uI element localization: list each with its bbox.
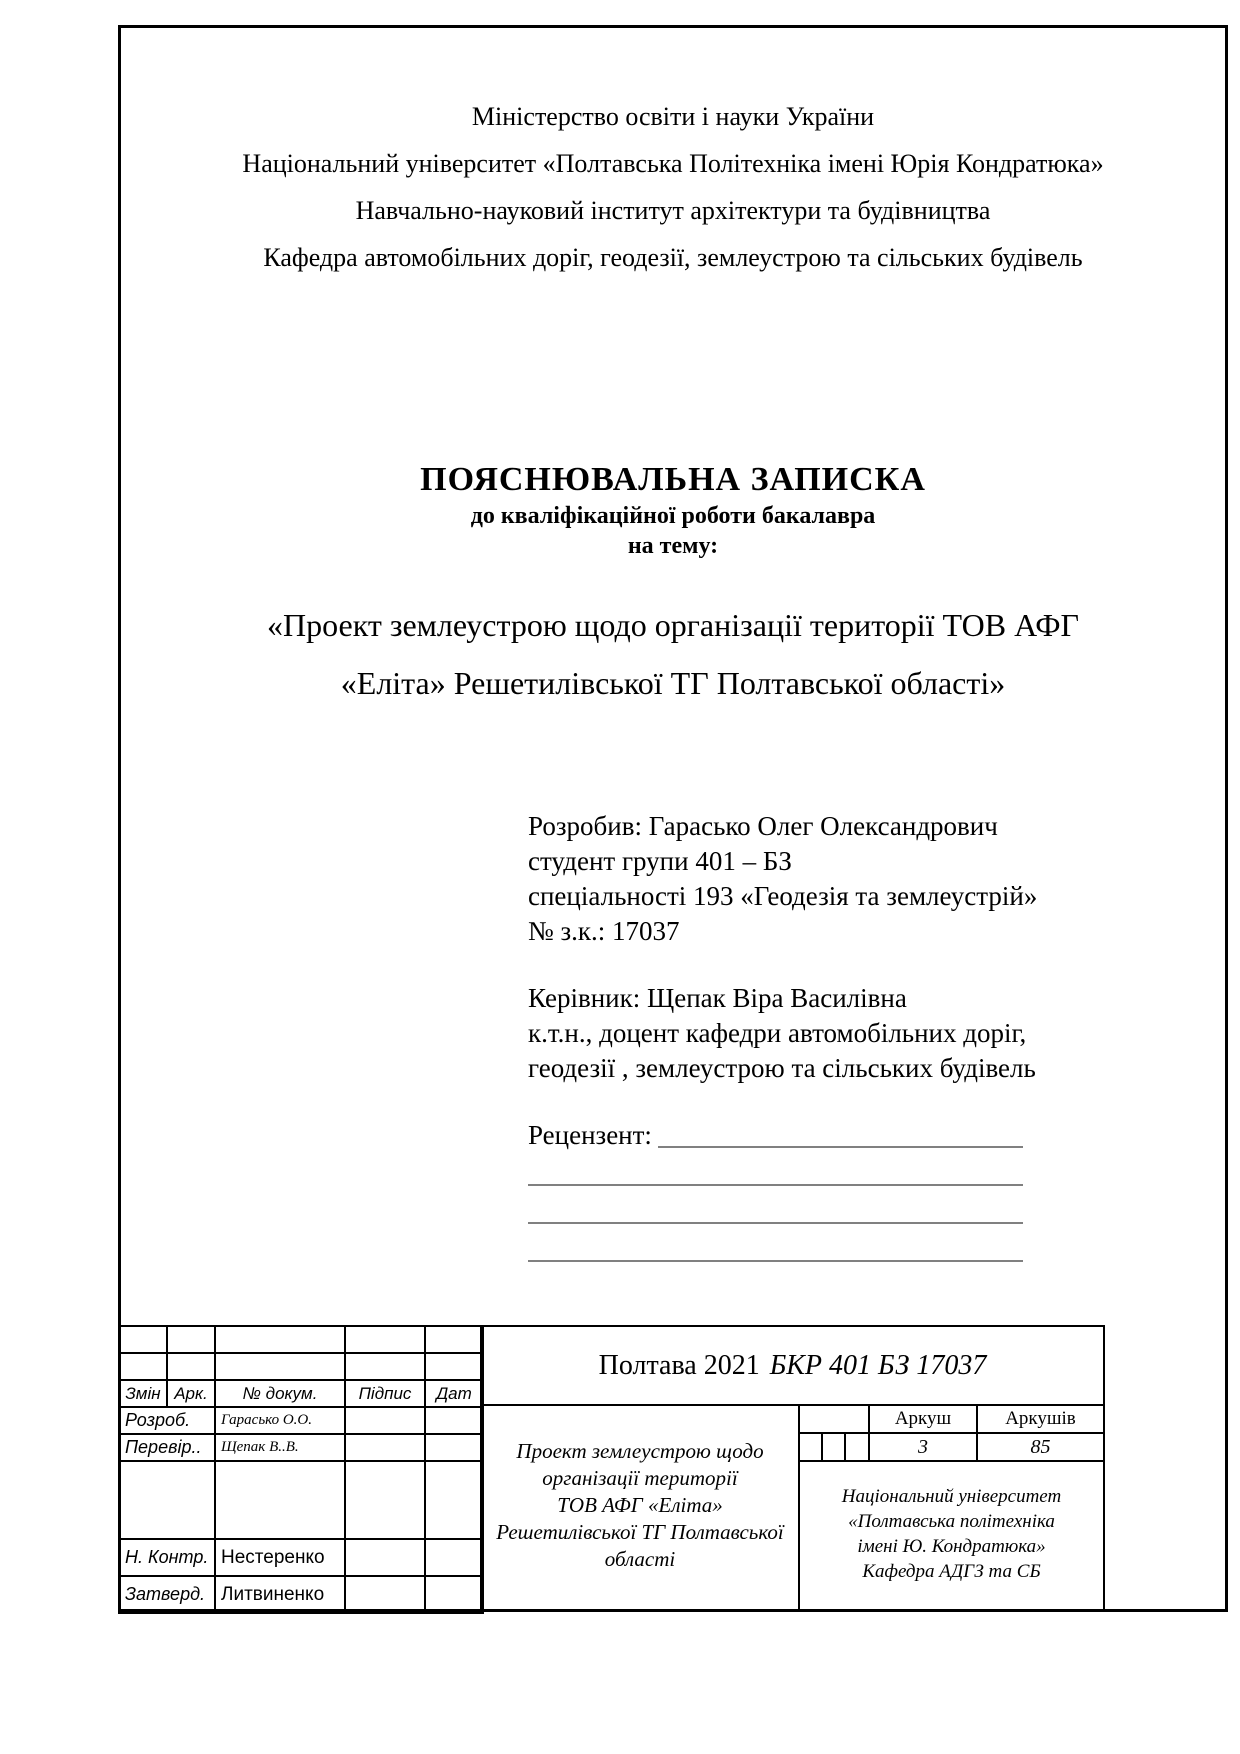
supervisor-line: к.т.н., доцент кафедри автомобільних доріг,: [528, 1018, 1027, 1048]
lit-cell: [800, 1434, 823, 1462]
thesis-topic: [121, 596, 1225, 712]
stamp-row-approver: [119, 1576, 483, 1613]
date-cell: [425, 1407, 483, 1434]
col-zmin: Змін: [119, 1380, 167, 1407]
doc-subtitle-theme: на тему:: [627, 533, 719, 559]
signature-cell: [345, 1576, 425, 1613]
sheet-number: 3: [870, 1434, 978, 1462]
organization-cell: [800, 1462, 1103, 1610]
developer-line: № з.к.: 17037: [528, 916, 680, 946]
supervisor-line: Керівник: Щепак Віра Василівна: [528, 983, 907, 1013]
organization-line: Кафедра АДГЗ та СБ: [862, 1561, 1041, 1582]
signature-cell: [345, 1407, 425, 1434]
organization-line: Національний університет: [841, 1486, 1062, 1507]
lit-cell: [823, 1434, 846, 1462]
organization-line: «Полтавська політехніка: [848, 1511, 1055, 1532]
stamp-row-spare: [119, 1461, 483, 1539]
sheets-total: 85: [978, 1434, 1103, 1462]
developer-line: Розробив: Гарасько Олег Олександрович: [528, 811, 998, 841]
supervisor-info: [528, 981, 1036, 1086]
topic-line-1: «Проект землеустрою щодо організації території ТОВ АФГ: [267, 607, 1079, 643]
doc-title: ПОЯСНЮВАЛЬНА ЗАПИСКА: [420, 461, 926, 498]
project-line: області: [604, 1547, 676, 1571]
role-name: Гарасько О.О.: [215, 1407, 345, 1434]
role-name: Литвиненко: [215, 1576, 345, 1613]
role-label: Розроб.: [119, 1407, 215, 1434]
developer-line: студент групи 401 – БЗ: [528, 846, 792, 876]
stamp-row-developer: [119, 1407, 483, 1434]
reviewer-fill-line: [528, 1184, 1023, 1186]
sheets-header-cell: Аркушів: [978, 1406, 1103, 1434]
project-line: ТОВ АФГ «Еліта»: [557, 1493, 723, 1517]
col-ark: Арк.: [167, 1380, 215, 1407]
role-name: Нестеренко: [215, 1539, 345, 1576]
header-line-ministry: Міністерство освіти і науки України: [471, 102, 875, 131]
role-label: Перевір..: [119, 1434, 215, 1461]
project-line: Решетилівської ТГ Полтавської: [496, 1520, 784, 1544]
stamp-row-checker: [119, 1434, 483, 1461]
stamp-header-row: [119, 1380, 483, 1407]
lit-header-cell: [800, 1406, 870, 1434]
reviewer-fill-line: [528, 1260, 1023, 1262]
project-title-cell: [482, 1406, 800, 1610]
supervisor-line: геодезії , землеустрою та сільських будівель: [528, 1053, 1036, 1083]
reviewer-fill-line: [528, 1222, 1023, 1224]
developer-info: [528, 809, 1037, 949]
sheet-header-cell: Аркуш: [870, 1406, 978, 1434]
col-date: Дат: [425, 1380, 483, 1407]
date-cell: [425, 1576, 483, 1613]
header-line-university: Національний університет «Полтавська Політехніка імені Юрія Кондратюка»: [242, 149, 1104, 178]
doc-subtitle: до кваліфікаційної роботи бакалавра: [470, 503, 876, 529]
col-signature: Підпис: [345, 1380, 425, 1407]
col-docnum: № докум.: [215, 1380, 345, 1407]
signature-cell: [345, 1539, 425, 1576]
stamp-row-ncontrol: [119, 1539, 483, 1576]
header-line-institute: Навчально-науковий інститут архітектури та будівництва: [355, 196, 991, 225]
role-label: Н. Контр.: [119, 1539, 215, 1576]
date-cell: [425, 1539, 483, 1576]
institution-header: [121, 93, 1225, 281]
stamp-right-block: [480, 1325, 1105, 1612]
reviewer-fill-line: [658, 1146, 1023, 1148]
organization-line: імені Ю. Кондратюка»: [857, 1536, 1046, 1557]
date-cell: [425, 1461, 483, 1539]
lit-cell: [846, 1434, 870, 1462]
work-code: БКР 401 БЗ 17037: [769, 1349, 987, 1381]
developer-line: спеціальності 193 «Геодезія та землеустрій»: [528, 881, 1038, 911]
city-year-cell: [482, 1327, 1103, 1406]
city-year: Полтава 2021: [598, 1349, 760, 1381]
signature-cell: [345, 1434, 425, 1461]
role-label: [119, 1461, 215, 1539]
signature-cell: [345, 1461, 425, 1539]
role-name: [215, 1461, 345, 1539]
role-name: Щепак В..В.: [215, 1434, 345, 1461]
reviewer-label: Рецензент:: [528, 1120, 652, 1150]
role-label: Затверд.: [119, 1576, 215, 1613]
topic-line-2: «Еліта» Решетилівської ТГ Полтавської області»: [340, 665, 1006, 701]
stamp-empty-row: [119, 1326, 483, 1353]
date-cell: [425, 1434, 483, 1461]
stamp-empty-row: [119, 1353, 483, 1380]
project-line: організації території: [542, 1466, 738, 1490]
stamp-signature-table: [118, 1325, 484, 1614]
project-line: Проект землеустрою щодо: [516, 1439, 764, 1463]
header-line-department: Кафедра автомобільних доріг, геодезії, землеустрою та сільських будівель: [263, 243, 1083, 272]
